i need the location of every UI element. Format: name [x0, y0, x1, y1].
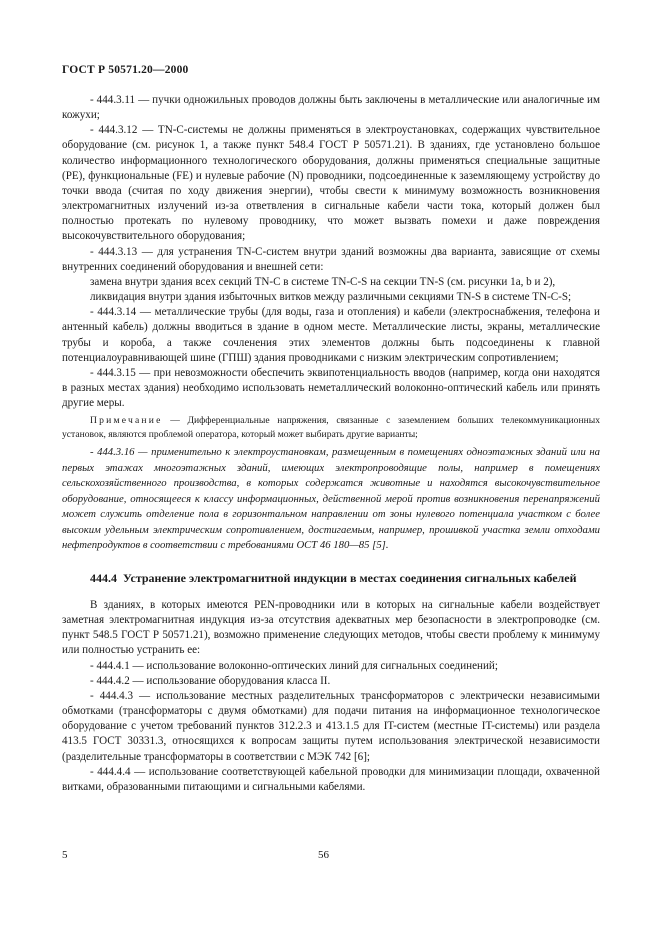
page-number: 56: [318, 849, 329, 861]
note-lead: Примечание: [90, 415, 163, 427]
paragraph-444-4-1: - 444.4.1 — использование волоконно-оптических линий для сигнальных соединений;: [90, 659, 498, 672]
section-title: Устранение электромагнитной индукции в местах соединения сигнальных кабелей: [123, 570, 577, 585]
paragraph-option-1: замена внутри здания всех секций TN-C в системе TN-C-S на секции TN-S (см. рисунки 1а, b и 2),: [90, 275, 556, 288]
footer-left-number: 5: [62, 849, 68, 861]
paragraph-444-3-15: - 444.3.15 — при невозможности обеспечить эквипотенциальность вводов (например, когда они находятся в разных местах здания) необходимо использовать неметаллический волоконно-оптический кабель или принять другие меры.: [62, 366, 600, 410]
paragraph-444-3-16: - 444.3.16 — применительно к электроустановкам, размещенным в помещениях одноэтажных зданий или на первых этажах многоэтажных зданий, имеющих электропроводящие полы, например в помещениях сельскохозяйственного производства, в которых содержатся животные и находятся высокочувствительное оборудование, относящееся к классу информационных, действенной мерой против возникновения перенапряжений может служить отделение пола в горизонтальном направлении от зоны нулевого потенциала участком с более высоким удельным электрическим сопротивлением, достигаемым, например, прошивкой участка земли отходами нефтепродуктов в соответствии с требованиями ОСТ 46 180—85 [5].: [62, 446, 600, 552]
paragraph-444-3-12: - 444.3.12 — TN-C-системы не должны применяться в электроустановках, содержащих чувствительное оборудование (см. рисунок 1, а также пункт 548.4 ГОСТ Р 50571.21). В зданиях, где установлено большое количество информационного технологического оборудования, должны применяться специальные защитные (PE), функциональные (FE) и нулевые рабочие (N) проводники, подсоединенные к заземляющему устройству до точки ввода (считая по ходу движения энергии), чтобы свести к минимуму возможность возникновения электромагнитных излучений из-за ответвления в сигнальные кабели части тока, который должен был полностью протекать по нулевому проводнику, что может вызвать помехи и даже повреждения высокочувствительного оборудования;: [62, 124, 600, 243]
paragraph-444-4-4: - 444.4.4 — использование соответствующей кабельной проводки для минимизации площади, охваченной витками, образованными питающими и сигнальными кабелями.: [62, 765, 600, 793]
page-header: ГОСТ Р 50571.20—2000: [62, 64, 189, 76]
paragraph-444-4-2: - 444.4.2 — использование оборудования класса II.: [90, 674, 331, 687]
paragraph-444-3-13: - 444.3.13 — для устранения TN-C-систем внутри зданий возможны два варианта, зависящие от схемы внутренних соединений оборудования и внешней сети:: [62, 245, 600, 273]
paragraph-444-4-3: - 444.4.3 — использование местных разделительных трансформаторов с электрически независимыми обмотками (трансформаторы с двумя обмотками) для подачи питания на информационное технологическое оборудование с учетом требований пунктов 312.2.3 и 413.1.5 для IT-систем (местные IT-системы) или раздела 413.5 ГОСТ 30331.3, относящихся к вопросам защиты путем использования электрической независимости (разделительные трансформаторы в соответствии с МЭК 742 [6];: [62, 689, 600, 763]
note-text: — Дифференциальные напряжения, связанные с заземлением больших телекоммуникационных установок, являются проблемой оператора, который может выбирать другие варианты;: [62, 415, 600, 440]
section-number: 444.4: [90, 570, 117, 585]
body-text: [62, 93, 600, 795]
section-intro-paragraph: В зданиях, в которых имеются PEN-проводники или в которых на сигнальные кабели воздействует заметная электромагнитная индукция из-за отсутствия адекватных мер безопасности в электропроводке (см. пункт 548.5 ГОСТ Р 50571.21), возможно применение следующих методов, чтобы свести проблему к минимуму или полностью устранить ее:: [62, 598, 600, 657]
paragraph-444-3-14: - 444.3.14 — металлические трубы (для воды, газа и отопления) и кабели (электроснабжения, телефона и антенный кабель) должны вводиться в здание в одном месте. Металлические листы, экраны, металлические трубы и короба, а также сочленения этих элементов должны быть подсоединены к главной потенциалоуравнивающей шине (ГПШ) здания проводниками с низким электрическим сопротивлением;: [62, 306, 600, 364]
section-heading: [62, 570, 600, 586]
note-paragraph: [62, 414, 600, 441]
paragraph-444-3-11: - 444.3.11 — пучки одножильных проводов должны быть заключены в металлические или аналогичные им кожухи;: [62, 94, 600, 122]
paragraph-option-2: ликвидация внутри здания избыточных витков между различными секциями TN-S в системе TN-C-S;: [90, 291, 572, 304]
